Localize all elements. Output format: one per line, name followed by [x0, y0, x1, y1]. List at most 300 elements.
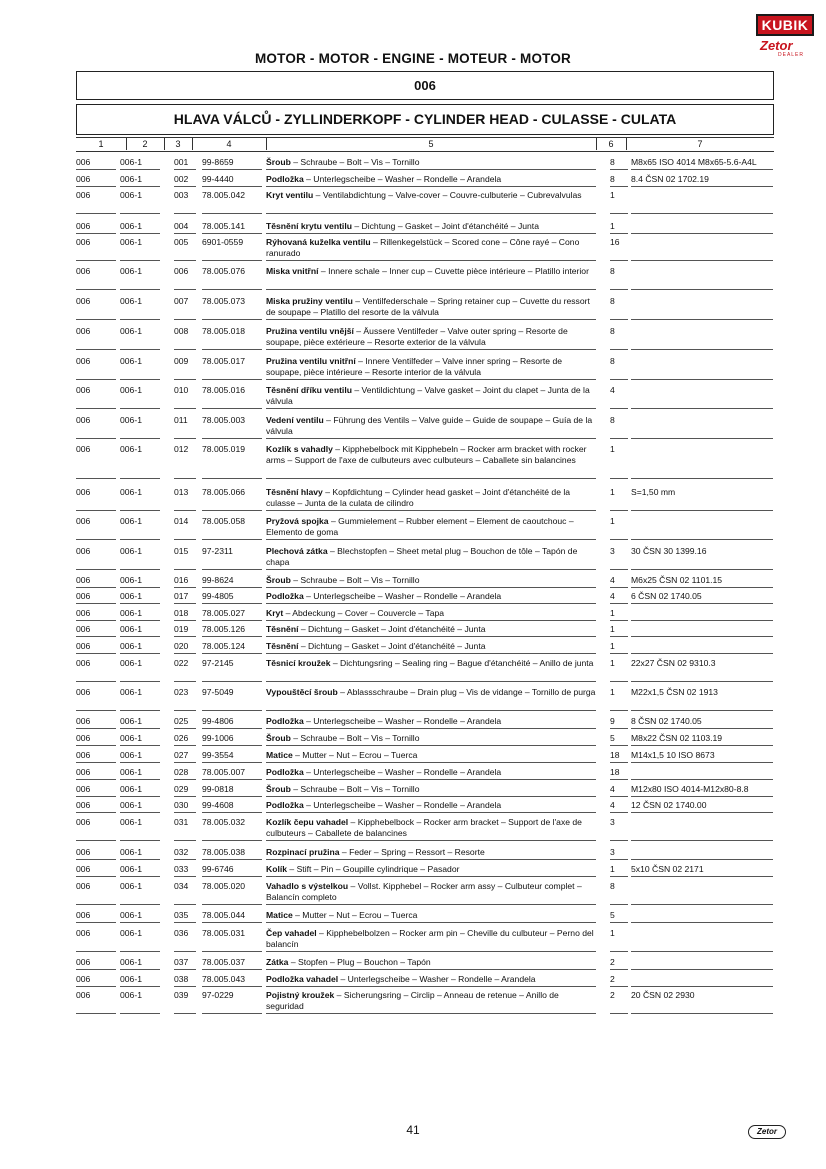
underline-segment: [631, 510, 773, 511]
subgroup-cell: 006-1: [120, 157, 142, 167]
position-cell: 036: [174, 928, 189, 938]
underline-segment: [174, 539, 196, 540]
underline-segment: [202, 840, 262, 841]
subgroup-cell: 006-1: [120, 296, 142, 306]
underline-segment: [631, 876, 773, 877]
subgroup-cell: 006-1: [120, 974, 142, 984]
table-row: [76, 641, 776, 654]
row-underline: [76, 438, 776, 439]
position-cell: 025: [174, 716, 189, 726]
underline-segment: [76, 840, 116, 841]
note-cell: 12 ČSN 02 1740.00: [631, 800, 707, 810]
table-row: [76, 591, 776, 604]
underline-segment: [76, 510, 116, 511]
underline-segment: [610, 969, 628, 970]
underline-segment: [120, 233, 160, 234]
underline-segment: [266, 349, 596, 350]
column-header-4: 4: [192, 137, 266, 152]
underline-segment: [202, 986, 262, 987]
row-underline: [76, 728, 776, 729]
underline-segment: [631, 169, 773, 170]
subgroup-cell: 006-1: [120, 784, 142, 794]
underline-segment: [76, 349, 116, 350]
table-row: [76, 190, 776, 214]
underline-segment: [76, 653, 116, 654]
table-row: [76, 910, 776, 923]
group-cell: 006: [76, 266, 91, 276]
description-translations: – Kipphebelbock mit Kipphebeln – Rocker arm bracket with rocker arms – Support de l'axe de culbuteurs avec culbuteurs – Caballete sin balancines: [266, 444, 587, 465]
underline-segment: [202, 969, 262, 970]
table-row: [76, 733, 776, 746]
underline-segment: [202, 569, 262, 570]
underline-segment: [120, 213, 160, 214]
description-cell: [266, 608, 596, 619]
underline-segment: [266, 1013, 596, 1014]
underline-segment: [76, 922, 116, 923]
position-cell: 010: [174, 385, 189, 395]
position-cell: 003: [174, 190, 189, 200]
underline-segment: [202, 478, 262, 479]
underline-segment: [610, 636, 628, 637]
underline-segment: [174, 510, 196, 511]
table-row: [76, 237, 776, 261]
description-translations: – Unterlegscheibe – Washer – Rondelle – Arandela: [303, 800, 502, 810]
underline-segment: [120, 620, 160, 621]
group-cell: 006: [76, 326, 91, 336]
group-cell: 006: [76, 784, 91, 794]
row-underline: [76, 349, 776, 350]
row-underline: [76, 859, 776, 860]
part-number-cell: 78.005.032: [202, 817, 246, 827]
description-cell: [266, 591, 596, 602]
position-cell: 020: [174, 641, 189, 651]
note-cell: 8.4 ČSN 02 1702.19: [631, 174, 709, 184]
underline-segment: [174, 636, 196, 637]
underline-segment: [76, 876, 116, 877]
underline-segment: [120, 569, 160, 570]
row-underline: [76, 510, 776, 511]
quantity-cell: 1: [610, 864, 615, 874]
underline-segment: [202, 587, 262, 588]
description-czech: Miska vnitřní: [266, 266, 319, 276]
group-cell: 006: [76, 546, 91, 556]
row-underline: [76, 213, 776, 214]
underline-segment: [266, 859, 596, 860]
quantity-cell: 1: [610, 608, 615, 618]
underline-segment: [76, 539, 116, 540]
quantity-cell: 9: [610, 716, 615, 726]
underline-segment: [266, 408, 596, 409]
underline-segment: [174, 289, 196, 290]
description-translations: – Dichtung – Gasket – Joint d'étanchéité – Junta: [298, 641, 486, 651]
underline-segment: [174, 478, 196, 479]
underline-segment: [610, 745, 628, 746]
underline-segment: [631, 349, 773, 350]
position-cell: 015: [174, 546, 189, 556]
description-translations: – Schraube – Bolt – Vis – Tornillo: [290, 157, 420, 167]
underline-segment: [76, 859, 116, 860]
part-number-cell: 78.005.066: [202, 487, 246, 497]
column-header-1: 1: [76, 137, 126, 152]
row-underline: [76, 169, 776, 170]
underline-segment: [631, 539, 773, 540]
underline-segment: [120, 745, 160, 746]
description-cell: [266, 910, 596, 921]
underline-segment: [174, 603, 196, 604]
description-translations: – Schraube – Bolt – Vis – Tornillo: [290, 784, 420, 794]
quantity-cell: 3: [610, 546, 615, 556]
position-cell: 022: [174, 658, 189, 668]
underline-segment: [120, 186, 160, 187]
group-cell: 006: [76, 221, 91, 231]
underline-segment: [174, 587, 196, 588]
row-underline: [76, 812, 776, 813]
table-row: [76, 157, 776, 170]
row-underline: [76, 636, 776, 637]
row-underline: [76, 796, 776, 797]
underline-segment: [202, 213, 262, 214]
part-number-cell: 78.005.126: [202, 624, 246, 634]
underline-segment: [266, 186, 596, 187]
underline-segment: [202, 762, 262, 763]
subgroup-cell: 006-1: [120, 847, 142, 857]
description-czech: Kolík: [266, 864, 288, 874]
quantity-cell: 8: [610, 326, 615, 336]
note-cell: 6 ČSN 02 1740.05: [631, 591, 702, 601]
underline-segment: [631, 762, 773, 763]
underline-segment: [174, 779, 196, 780]
underline-segment: [266, 379, 596, 380]
underline-segment: [174, 710, 196, 711]
quantity-cell: 8: [610, 356, 615, 366]
subgroup-cell: 006-1: [120, 800, 142, 810]
quantity-cell: 1: [610, 516, 615, 526]
underline-segment: [202, 539, 262, 540]
description-cell: [266, 881, 596, 903]
part-number-cell: 97-2311: [202, 546, 233, 556]
underline-segment: [174, 904, 196, 905]
underline-segment: [76, 186, 116, 187]
underline-segment: [76, 728, 116, 729]
row-underline: [76, 233, 776, 234]
underline-segment: [120, 539, 160, 540]
column-header-7: 7: [626, 137, 774, 152]
underline-segment: [120, 408, 160, 409]
underline-segment: [76, 569, 116, 570]
subgroup-cell: 006-1: [120, 575, 142, 585]
position-cell: 028: [174, 767, 189, 777]
underline-segment: [631, 779, 773, 780]
description-cell: [266, 864, 596, 875]
underline-segment: [610, 587, 628, 588]
row-underline: [76, 1013, 776, 1014]
subgroup-cell: 006-1: [120, 957, 142, 967]
underline-segment: [266, 233, 596, 234]
table-row: [76, 784, 776, 797]
description-translations: – Unterlegscheibe – Washer – Rondelle – Arandela: [303, 591, 502, 601]
underline-segment: [266, 876, 596, 877]
row-underline: [76, 951, 776, 952]
subgroup-cell: 006-1: [120, 817, 142, 827]
underline-segment: [202, 408, 262, 409]
description-cell: [266, 817, 596, 839]
underline-segment: [631, 569, 773, 570]
description-translations: – Kipphebelbolzen – Rocker arm pin – Cheville du culbuteur – Perno del balancín: [266, 928, 594, 949]
underline-segment: [76, 762, 116, 763]
note-cell: S=1,50 mm: [631, 487, 676, 497]
underline-segment: [631, 319, 773, 320]
underline-segment: [610, 319, 628, 320]
subgroup-cell: 006-1: [120, 221, 142, 231]
part-number-cell: 6901-0559: [202, 237, 244, 247]
description-cell: [266, 237, 596, 259]
quantity-cell: 1: [610, 687, 615, 697]
underline-segment: [610, 859, 628, 860]
group-cell: 006: [76, 716, 91, 726]
subgroup-cell: 006-1: [120, 591, 142, 601]
row-underline: [76, 745, 776, 746]
table-row: [76, 990, 776, 1014]
group-cell: 006: [76, 296, 91, 306]
description-czech: Těsnění dříku ventilu: [266, 385, 352, 395]
group-cell: 006: [76, 847, 91, 857]
position-cell: 029: [174, 784, 189, 794]
underline-segment: [202, 779, 262, 780]
subgroup-cell: 006-1: [120, 516, 142, 526]
quantity-cell: 3: [610, 847, 615, 857]
description-cell: [266, 641, 596, 652]
quantity-cell: 4: [610, 575, 615, 585]
part-number-cell: 78.005.007: [202, 767, 246, 777]
underline-segment: [631, 620, 773, 621]
column-separator: [192, 137, 193, 150]
underline-segment: [76, 986, 116, 987]
table-row: [76, 296, 776, 320]
row-underline: [76, 289, 776, 290]
group-cell: 006: [76, 516, 91, 526]
underline-segment: [202, 169, 262, 170]
underline-segment: [174, 379, 196, 380]
group-cell: 006: [76, 733, 91, 743]
quantity-cell: 3: [610, 817, 615, 827]
underline-segment: [631, 587, 773, 588]
part-number-cell: 78.005.031: [202, 928, 246, 938]
underline-segment: [610, 779, 628, 780]
underline-segment: [120, 319, 160, 320]
subgroup-cell: 006-1: [120, 237, 142, 247]
position-cell: 037: [174, 957, 189, 967]
underline-segment: [174, 681, 196, 682]
row-underline: [76, 319, 776, 320]
part-number-cell: 78.005.038: [202, 847, 246, 857]
part-number-cell: 99-4440: [202, 174, 234, 184]
underline-segment: [631, 603, 773, 604]
group-cell: 006: [76, 641, 91, 651]
quantity-cell: 5: [610, 733, 615, 743]
quantity-cell: 2: [610, 974, 615, 984]
quantity-cell: 16: [610, 237, 620, 247]
underline-segment: [631, 379, 773, 380]
underline-segment: [120, 728, 160, 729]
subgroup-cell: 006-1: [120, 641, 142, 651]
underline-segment: [631, 681, 773, 682]
description-czech: Pružina ventilu vnější: [266, 326, 354, 336]
group-cell: 006: [76, 928, 91, 938]
underline-segment: [174, 260, 196, 261]
quantity-cell: 8: [610, 881, 615, 891]
description-cell: [266, 750, 596, 761]
underline-segment: [174, 745, 196, 746]
underline-segment: [266, 779, 596, 780]
row-underline: [76, 539, 776, 540]
description-translations: – Innere Ventilfeder – Valve inner spring – Resorte de soupape, pièce intérieure – Resorte interior de la válvula: [266, 356, 562, 377]
underline-segment: [76, 319, 116, 320]
description-cell: [266, 624, 596, 635]
row-underline: [76, 620, 776, 621]
part-number-cell: 97-2145: [202, 658, 234, 668]
underline-segment: [631, 745, 773, 746]
group-cell: 006: [76, 575, 91, 585]
underline-segment: [120, 169, 160, 170]
underline-segment: [631, 289, 773, 290]
description-cell: [266, 658, 596, 669]
description-translations: – Ventilfederschale – Spring retainer cup – Cuvette du ressort de soupape – Platillo del resorte de la válvula: [266, 296, 590, 317]
underline-segment: [610, 1013, 628, 1014]
position-cell: 002: [174, 174, 189, 184]
underline-segment: [76, 408, 116, 409]
group-cell: 006: [76, 237, 91, 247]
part-number-cell: 99-4805: [202, 591, 234, 601]
part-number-cell: 99-1006: [202, 733, 234, 743]
note-cell: M8x65 ISO 4014 M8x65-5.6-A4L: [631, 157, 757, 167]
underline-segment: [610, 840, 628, 841]
description-cell: [266, 957, 596, 968]
underline-segment: [76, 620, 116, 621]
underline-segment: [174, 762, 196, 763]
position-cell: 018: [174, 608, 189, 618]
row-underline: [76, 569, 776, 570]
underline-segment: [174, 169, 196, 170]
row-underline: [76, 779, 776, 780]
table-row: [76, 864, 776, 877]
underline-segment: [174, 728, 196, 729]
underline-segment: [202, 319, 262, 320]
table-row: [76, 516, 776, 540]
underline-segment: [202, 876, 262, 877]
underline-segment: [266, 762, 596, 763]
table-row: [76, 957, 776, 970]
description-translations: – Ventildichtung – Valve gasket – Joint du clapet – Junta de la válvula: [266, 385, 590, 406]
underline-segment: [610, 681, 628, 682]
quantity-cell: 1: [610, 641, 615, 651]
table-row: [76, 817, 776, 841]
description-czech: Těsnění krytu ventilu: [266, 221, 352, 231]
underline-segment: [202, 904, 262, 905]
subgroup-cell: 006-1: [120, 658, 142, 668]
note-cell: M22x1,5 ČSN 02 1913: [631, 687, 718, 697]
part-number-cell: 78.005.016: [202, 385, 246, 395]
description-czech: Těsnicí kroužek: [266, 658, 331, 668]
underline-segment: [610, 728, 628, 729]
underline-segment: [76, 379, 116, 380]
underline-segment: [76, 710, 116, 711]
underline-segment: [174, 569, 196, 570]
row-underline: [76, 762, 776, 763]
underline-segment: [610, 620, 628, 621]
underline-segment: [174, 969, 196, 970]
underline-segment: [76, 681, 116, 682]
group-cell: 006: [76, 624, 91, 634]
underline-segment: [120, 840, 160, 841]
underline-segment: [202, 859, 262, 860]
underline-segment: [631, 478, 773, 479]
underline-segment: [120, 349, 160, 350]
table-row: [76, 881, 776, 905]
underline-segment: [631, 812, 773, 813]
group-cell: 006: [76, 990, 91, 1000]
underline-segment: [76, 745, 116, 746]
row-underline: [76, 603, 776, 604]
quantity-cell: 1: [610, 658, 615, 668]
underline-segment: [76, 951, 116, 952]
underline-segment: [174, 653, 196, 654]
subgroup-cell: 006-1: [120, 928, 142, 938]
underline-segment: [174, 812, 196, 813]
position-cell: 006: [174, 266, 189, 276]
part-number-cell: 78.005.027: [202, 608, 246, 618]
row-underline: [76, 922, 776, 923]
description-czech: Plechová zátka: [266, 546, 328, 556]
underline-segment: [266, 569, 596, 570]
underline-segment: [610, 603, 628, 604]
table-row: [76, 546, 776, 570]
description-cell: [266, 687, 596, 698]
part-number-cell: 97-0229: [202, 990, 234, 1000]
underline-segment: [202, 438, 262, 439]
part-number-cell: 99-4806: [202, 716, 234, 726]
underline-segment: [174, 876, 196, 877]
underline-segment: [266, 289, 596, 290]
description-czech: Podložka: [266, 174, 304, 184]
table-row: [76, 624, 776, 637]
description-translations: – Mutter – Nut – Ecrou – Tuerca: [292, 910, 418, 920]
description-translations: – Dichtung – Gasket – Joint d'étanchéité – Junta: [351, 221, 539, 231]
underline-segment: [120, 859, 160, 860]
table-row: [76, 487, 776, 511]
underline-segment: [266, 653, 596, 654]
quantity-cell: 8: [610, 415, 615, 425]
underline-segment: [120, 478, 160, 479]
part-number-cell: 78.005.076: [202, 266, 246, 276]
part-number-cell: 78.005.058: [202, 516, 246, 526]
part-number-cell: 97-5049: [202, 687, 234, 697]
table-row: [76, 687, 776, 711]
group-number: 006: [76, 71, 774, 100]
group-cell: 006: [76, 658, 91, 668]
note-cell: 8 ČSN 02 1740.05: [631, 716, 702, 726]
table-row: [76, 385, 776, 409]
underline-segment: [202, 186, 262, 187]
underline-segment: [76, 603, 116, 604]
underline-segment: [631, 1013, 773, 1014]
group-cell: 006: [76, 608, 91, 618]
column-header-5: 5: [266, 137, 596, 152]
part-number-cell: 99-0818: [202, 784, 234, 794]
description-czech: Těsnění hlavy: [266, 487, 323, 497]
underline-segment: [266, 710, 596, 711]
position-cell: 005: [174, 237, 189, 247]
description-translations: – Führung des Ventils – Valve guide – Guide de soupape – Guía de la válvula: [266, 415, 593, 436]
